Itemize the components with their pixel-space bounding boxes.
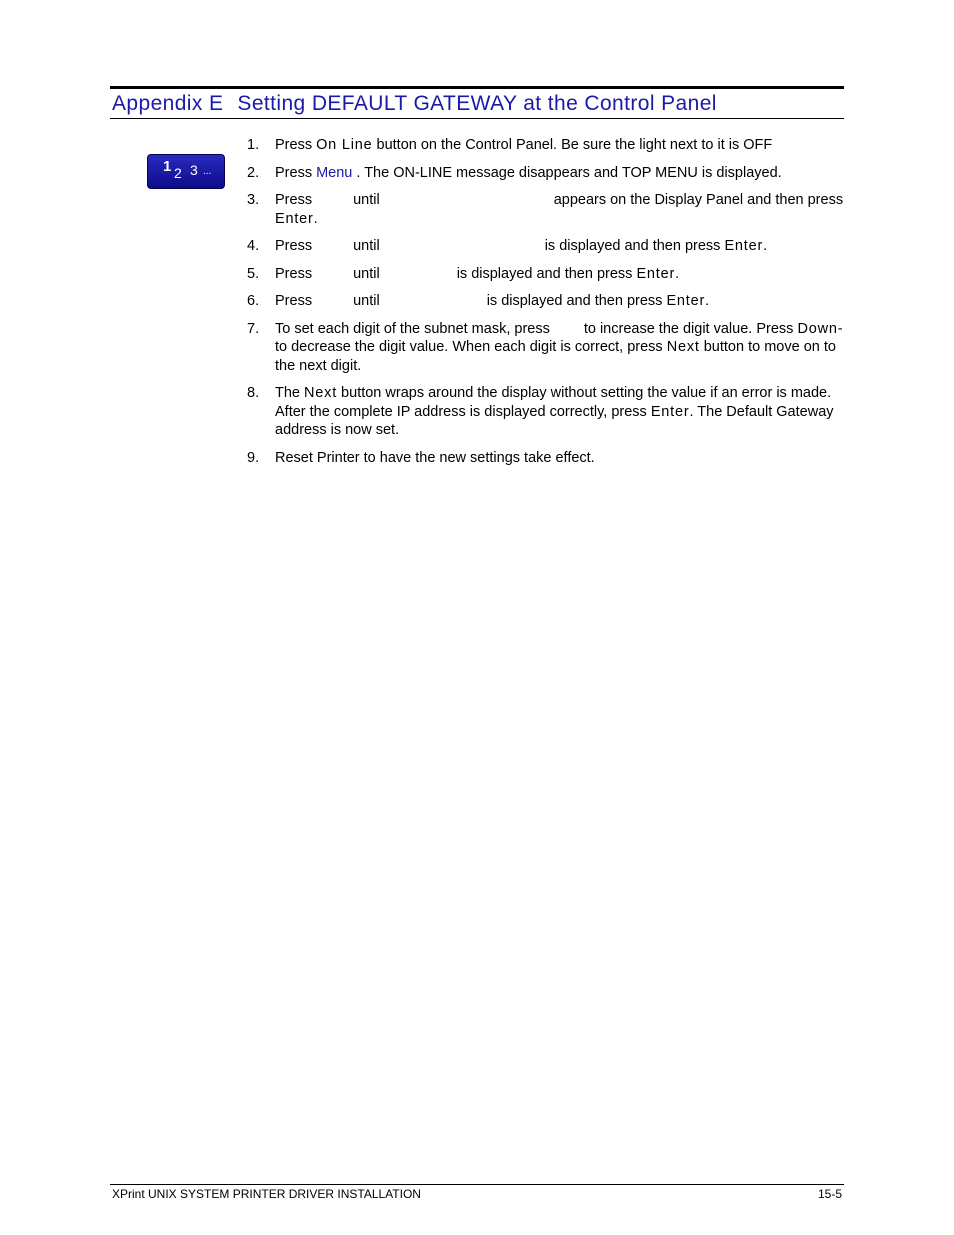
footer-title: XPrint UNIX SYSTEM PRINTER DRIVER INSTALLATION [112, 1187, 421, 1201]
appendix-title: Setting DEFAULT GATEWAY at the Control Panel [237, 92, 717, 115]
step-text: Press [275, 265, 313, 282]
numbered-steps-icon [147, 154, 225, 189]
badge-ellipsis: ... [203, 166, 212, 177]
step-text: To set each digit of the subnet mask, press [275, 320, 550, 337]
step-7 [247, 320, 847, 376]
step-text: Press [275, 137, 317, 153]
procedure-steps [247, 136, 847, 476]
step-text: Press [275, 192, 313, 208]
step-text: is displayed and then press [456, 265, 637, 282]
step-number: 3. [247, 192, 260, 208]
step-text: until [353, 192, 380, 208]
step-9 [247, 449, 847, 468]
step-text: until [353, 265, 380, 282]
step-text: . [675, 265, 680, 282]
step-3 [247, 191, 847, 228]
step-8 [247, 384, 847, 440]
badge-digit-2: 2 [174, 165, 182, 181]
step-text: button wraps around the display without setting the value if an error is made. After the complete IP address is displayed correctly, press [275, 385, 832, 420]
step-text: to decrease the digit value. When each digit is correct, press [275, 339, 667, 355]
step-text: is displayed and then press [486, 293, 667, 309]
page-number: 15-5 [817, 1187, 842, 1201]
step-5 [247, 265, 847, 284]
enter-key: Enter [724, 238, 764, 254]
step-text: Press [275, 293, 313, 309]
enter-key: Enter [666, 293, 706, 309]
step-text: . The ON-LINE message disappears and TOP MENU is displayed. [352, 164, 782, 181]
step-text: button to move on to the next digit. [275, 339, 836, 374]
step-text: . [313, 210, 318, 227]
badge-digit-3: 3 [190, 162, 198, 178]
step-number: 5. [247, 265, 260, 282]
step-1 [247, 136, 847, 155]
step-number: 2. [247, 164, 260, 181]
step-text: . [763, 238, 768, 254]
enter-key: Enter [275, 210, 314, 227]
step-text: is displayed and then press [544, 238, 725, 254]
badge-digit-1: 1 [163, 158, 172, 175]
on-line-key: On Line [316, 137, 373, 153]
step-text: . The Default Gateway address is now set. [275, 403, 834, 438]
page-title [112, 90, 844, 118]
step-text: button on the Control Panel. Be sure the light next to it is OFF [372, 137, 773, 153]
footer-rule [110, 1184, 844, 1185]
enter-key: Enter [636, 265, 676, 282]
next-key: Next [304, 385, 338, 401]
step-text: Press [275, 238, 313, 254]
appendix-label: Appendix E [112, 92, 224, 115]
down-key: Down- [797, 320, 844, 337]
step-text: until [353, 238, 380, 254]
step-number: 1. [247, 137, 260, 153]
step-2 [247, 164, 847, 183]
step-number: 6. [247, 293, 260, 309]
heading-underline [110, 118, 844, 119]
step-text: until [353, 293, 380, 309]
step-number: 9. [247, 449, 260, 466]
step-number: 4. [247, 238, 260, 254]
step-text: appears on the Display Panel and then press [553, 192, 844, 208]
step-number: 8. [247, 385, 260, 401]
step-text: . [705, 293, 710, 309]
next-key: Next [666, 339, 700, 355]
step-text: Press [275, 164, 317, 181]
step-text: Reset Printer to have the new settings take effect. [275, 449, 595, 466]
enter-key: Enter [650, 403, 690, 420]
step-text: The [275, 385, 305, 401]
heading-top-rule [110, 86, 844, 89]
step-4 [247, 237, 847, 256]
step-6 [247, 292, 847, 311]
step-number: 7. [247, 320, 260, 337]
menu-key: Menu [316, 164, 353, 181]
step-text: to increase the digit value. Press [583, 320, 798, 337]
